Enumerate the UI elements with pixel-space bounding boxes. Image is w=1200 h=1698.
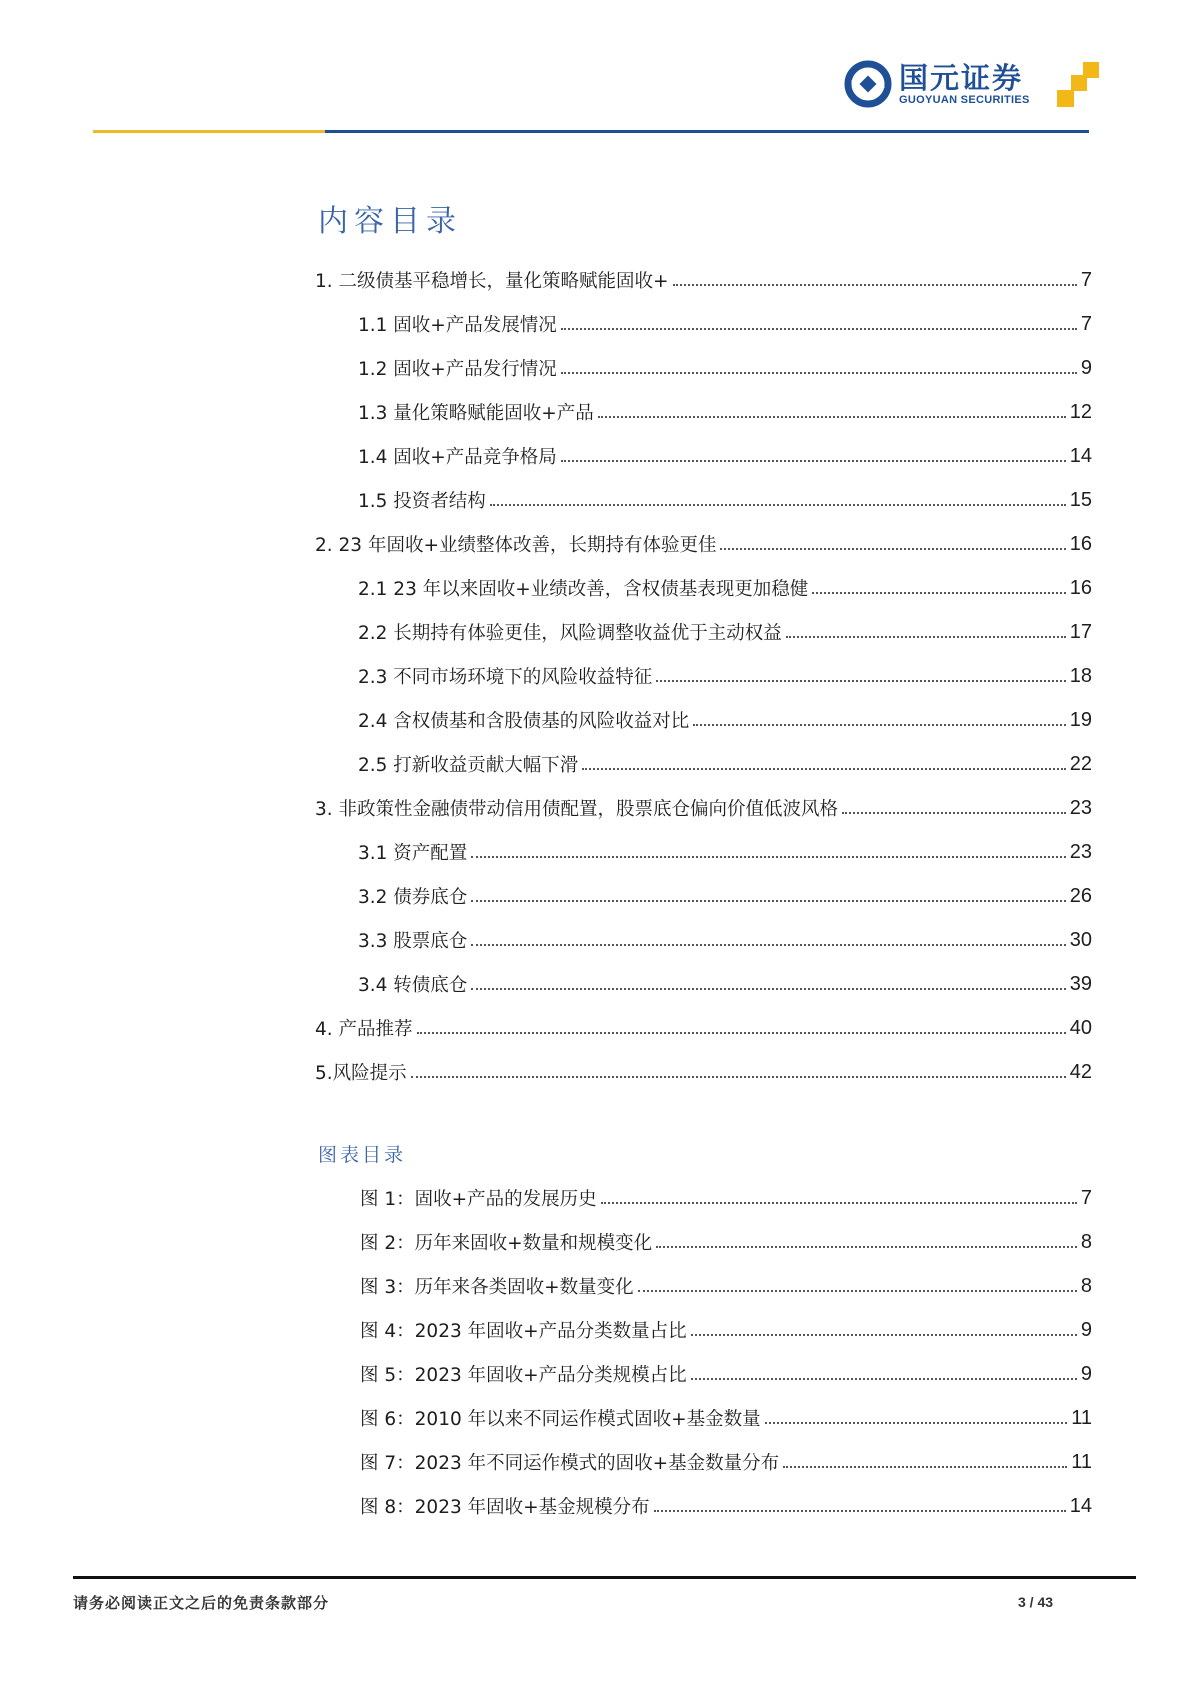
figure-entry[interactable] [360, 1308, 1092, 1352]
toc-entry-page-number: 23 [1069, 796, 1092, 819]
toc-entry[interactable] [315, 478, 1092, 522]
figure-entry-label: 图 3：历年来各类固收+数量变化 [360, 1273, 638, 1299]
dot-leader [786, 636, 1066, 638]
guoyuan-logo-icon [843, 59, 893, 109]
figure-entry[interactable] [360, 1264, 1092, 1308]
toc-entry-label: 1.4 固收+产品竞争格局 [358, 443, 561, 469]
toc-title: 内容目录 [318, 204, 462, 239]
toc-entry-label: 2.2 长期持有体验更佳，风险调整收益优于主动权益 [358, 619, 786, 645]
dot-leader [720, 548, 1065, 550]
toc-entry-label: 1.3 量化策略赋能固收+产品 [358, 399, 598, 425]
figure-entry[interactable] [360, 1440, 1092, 1484]
dot-leader [765, 1422, 1068, 1424]
toc-entry-label: 1. 二级债基平稳增长，量化策略赋能固收+ [315, 267, 673, 293]
dot-leader [656, 1246, 1077, 1248]
figure-entry-label: 图 7：2023 年不同运作模式的固收+基金数量分布 [360, 1449, 783, 1475]
gold-squares-icon [1053, 60, 1103, 110]
footer-rule [73, 1576, 1136, 1579]
figure-entry-label: 图 2：历年来固收+数量和规模变化 [360, 1229, 656, 1255]
toc-entry-label: 2.5 打新收益贡献大幅下滑 [358, 751, 582, 777]
toc-entry[interactable] [315, 786, 1092, 830]
dot-leader [471, 856, 1065, 858]
dot-leader [471, 900, 1065, 902]
dot-leader [691, 1378, 1077, 1380]
toc-entry-page-number: 22 [1069, 752, 1092, 775]
logo-english-name: GUOYUAN SECURITIES [899, 93, 1030, 106]
toc-entry[interactable] [315, 874, 1092, 918]
dot-leader [783, 1466, 1067, 1468]
dot-leader [582, 768, 1065, 770]
figure-entry-label: 图 8：2023 年固收+基金规模分布 [360, 1493, 654, 1519]
toc-entry-label: 2.4 含权债基和含股债基的风险收益对比 [358, 707, 693, 733]
toc-entry-page-number: 12 [1069, 400, 1092, 423]
toc-entry-page-number: 16 [1069, 576, 1092, 599]
toc-entry-page-number: 23 [1069, 840, 1092, 863]
toc-entry-page-number: 26 [1069, 884, 1092, 907]
dot-leader [601, 1202, 1077, 1204]
figure-entry-page-number: 9 [1080, 1318, 1092, 1341]
figure-entry-page-number: 7 [1080, 1186, 1092, 1209]
toc-entry[interactable] [315, 566, 1092, 610]
figure-entry-page-number: 9 [1080, 1362, 1092, 1385]
figure-entry-page-number: 8 [1080, 1274, 1092, 1297]
toc-entry-label: 3.4 转债底仓 [358, 971, 471, 997]
toc-entry-label: 1.5 投资者结构 [358, 487, 490, 513]
page-number: 3 / 43 [1018, 1594, 1054, 1610]
toc-entry-label: 5.风险提示 [315, 1059, 411, 1085]
dot-leader [471, 944, 1065, 946]
figure-entry[interactable] [360, 1484, 1092, 1528]
dot-leader [471, 988, 1065, 990]
figure-entry-page-number: 14 [1069, 1494, 1092, 1517]
figure-entry[interactable] [360, 1352, 1092, 1396]
toc-entry-page-number: 7 [1080, 312, 1092, 335]
table-of-contents [315, 258, 1092, 1094]
toc-entry-label: 3. 非政策性金融债带动信用债配置，股票底仓偏向价值低波风格 [315, 795, 842, 821]
page-header [0, 0, 1200, 140]
dot-leader [693, 724, 1065, 726]
toc-entry-label: 2.3 不同市场环境下的风险收益特征 [358, 663, 656, 689]
figure-entry-label: 图 4：2023 年固收+产品分类数量占比 [360, 1317, 691, 1343]
dot-leader [561, 328, 1077, 330]
toc-entry[interactable] [315, 830, 1092, 874]
figure-entry-label: 图 5：2023 年固收+产品分类规模占比 [360, 1361, 691, 1387]
toc-entry[interactable] [315, 962, 1092, 1006]
dot-leader [691, 1334, 1077, 1336]
toc-entry-label: 1.1 固收+产品发展情况 [358, 311, 561, 337]
dot-leader [656, 680, 1065, 682]
dot-leader [598, 416, 1066, 418]
toc-entry-page-number: 9 [1080, 356, 1092, 379]
toc-entry-label: 4. 产品推荐 [315, 1015, 417, 1041]
list-of-figures [360, 1176, 1092, 1528]
toc-entry-page-number: 14 [1069, 444, 1092, 467]
toc-entry[interactable] [315, 390, 1092, 434]
toc-entry[interactable] [315, 742, 1092, 786]
toc-entry-page-number: 16 [1069, 532, 1092, 555]
toc-entry[interactable] [315, 698, 1092, 742]
logo-chinese-name: 国元证券 [899, 60, 1024, 95]
dot-leader [812, 592, 1066, 594]
toc-entry[interactable] [315, 610, 1092, 654]
dot-leader [561, 460, 1066, 462]
toc-entry-page-number: 40 [1069, 1016, 1092, 1039]
toc-entry[interactable] [315, 434, 1092, 478]
toc-entry-label: 3.2 债券底仓 [358, 883, 471, 909]
toc-entry-page-number: 42 [1069, 1060, 1092, 1083]
figure-entry[interactable] [360, 1220, 1092, 1264]
toc-entry[interactable] [315, 654, 1092, 698]
dot-leader [561, 372, 1077, 374]
toc-entry-page-number: 30 [1069, 928, 1092, 951]
figure-entry-page-number: 11 [1071, 1406, 1092, 1429]
figure-entry[interactable] [360, 1176, 1092, 1220]
header-rule-blue [325, 130, 1089, 133]
toc-entry-page-number: 19 [1069, 708, 1092, 731]
toc-entry[interactable] [315, 1006, 1092, 1050]
dot-leader [411, 1076, 1066, 1078]
figure-entry[interactable] [360, 1396, 1092, 1440]
toc-entry-page-number: 15 [1069, 488, 1092, 511]
figure-entry-label: 图 6：2010 年以来不同运作模式固收+基金数量 [360, 1405, 765, 1431]
toc-entry-label: 1.2 固收+产品发行情况 [358, 355, 561, 381]
toc-entry-page-number: 17 [1069, 620, 1092, 643]
toc-entry-label: 2. 23 年固收+业绩整体改善，长期持有体验更佳 [315, 531, 720, 557]
toc-entry-page-number: 7 [1080, 268, 1092, 291]
toc-entry-page-number: 39 [1069, 972, 1092, 995]
company-logo [843, 56, 1030, 112]
toc-entry-label: 3.3 股票底仓 [358, 927, 471, 953]
figure-entry-label: 图 1：固收+产品的发展历史 [360, 1185, 601, 1211]
dot-leader [638, 1290, 1077, 1292]
figures-title: 图表目录 [318, 1144, 407, 1166]
toc-entry-label: 3.1 资产配置 [358, 839, 471, 865]
figure-entry-page-number: 11 [1071, 1450, 1092, 1473]
dot-leader [654, 1510, 1066, 1512]
toc-entry-label: 2.1 23 年以来固收+业绩改善，含权债基表现更加稳健 [358, 575, 812, 601]
toc-entry[interactable] [315, 522, 1092, 566]
dot-leader [842, 812, 1066, 814]
dot-leader [673, 284, 1077, 286]
toc-entry-page-number: 18 [1069, 664, 1092, 687]
toc-entry[interactable] [315, 346, 1092, 390]
toc-entry[interactable] [315, 258, 1092, 302]
toc-entry[interactable] [315, 1050, 1092, 1094]
dot-leader [417, 1032, 1066, 1034]
toc-entry[interactable] [315, 918, 1092, 962]
toc-entry[interactable] [315, 302, 1092, 346]
dot-leader [490, 504, 1066, 506]
footer-disclaimer: 请务必阅读正文之后的免责条款部分 [73, 1594, 330, 1612]
figure-entry-page-number: 8 [1080, 1230, 1092, 1253]
header-rule-gold [93, 130, 325, 133]
